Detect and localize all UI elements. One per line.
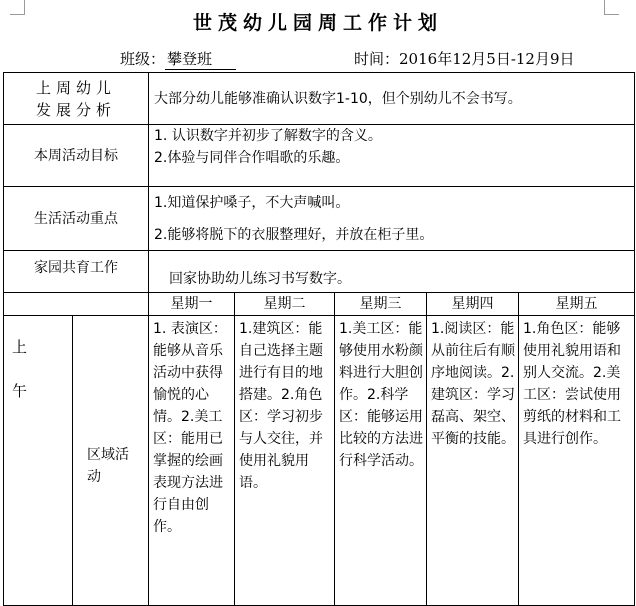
day-header: 星期三 [335, 293, 427, 316]
row-home [4, 251, 635, 293]
schedule-cell-fri: 1.角色区：能够使用礼貌用语和别人交流。2.美工区：尝试使用剪纸的材料和工具进行创作。 [519, 316, 635, 606]
schedule-cell-tue: 1.建筑区：能自己选择主题进行有目的地搭建。2.角色区：学习初步与人交往，并使用礼貌用语。 [235, 316, 335, 606]
life-content [149, 187, 635, 251]
area-label-line: 动 [87, 468, 101, 485]
row-life [4, 187, 635, 251]
goals-content [149, 125, 635, 187]
last-week-label-line: 发展分析 [36, 100, 117, 119]
day-header: 星期五 [519, 293, 635, 316]
time-value: 2016年12月5日-12月9日 [399, 50, 575, 68]
row-days-header [4, 293, 635, 316]
row-morning-area [4, 316, 635, 606]
class-label: 班级： [120, 50, 166, 68]
weekly-plan-table [3, 72, 635, 606]
last-week-content: 大部分幼儿能够准确认识数字1-10，但个别幼儿不会书写。 [149, 73, 635, 125]
period-label [4, 316, 73, 606]
class-name: 攀登班 [165, 48, 236, 70]
schedule-cell-thu: 1.阅读区：能从前往后有顺序地阅读。2.建筑区：学习磊高、架空、平衡的技能。 [427, 316, 519, 606]
home-content: 回家协助幼儿练习书写数字。 [149, 251, 635, 293]
life-line: 1.知道保护嗓子，不大声喊叫。 [154, 194, 350, 211]
period-char: 午 [12, 382, 28, 400]
last-week-label [4, 73, 149, 125]
class-field [120, 48, 236, 70]
period-char: 上 [12, 338, 28, 356]
goals-label: 本周活动目标 [4, 125, 149, 187]
life-label: 生活活动重点 [4, 187, 149, 251]
last-week-label-line: 上周幼儿 [36, 78, 117, 97]
schedule-cell-mon: 1. 表演区：能够从音乐活动中获得愉悦的心情。2.美工区：能用已掌握的绘画表现方法进行自由创作。 [149, 316, 235, 606]
goals-line: 1. 认识数字并初步了解数字的含义。 [154, 128, 382, 144]
row-goals [4, 125, 635, 187]
home-label: 家园共育工作 [4, 251, 149, 293]
days-header-blank [4, 293, 149, 316]
day-header: 星期四 [427, 293, 519, 316]
time-label: 时间： [354, 50, 400, 68]
area-label [73, 316, 149, 606]
day-header: 星期一 [149, 293, 235, 316]
page-title: 世茂幼儿园周工作计划 [192, 12, 443, 34]
life-line: 2.能够将脱下的衣服整理好，并放在柜子里。 [154, 226, 434, 243]
time-field [354, 48, 575, 69]
area-label-line: 区域活 [87, 446, 129, 463]
goals-line: 2.体验与同伴合作唱歌的乐趣。 [154, 150, 350, 166]
day-header: 星期二 [235, 293, 335, 316]
schedule-cell-wed: 1.美工区：能够使用水粉颜料进行大胆创作。2.科学区：能够运用比较的方法进行科学活动。 [335, 316, 427, 606]
row-last-week [4, 73, 635, 125]
